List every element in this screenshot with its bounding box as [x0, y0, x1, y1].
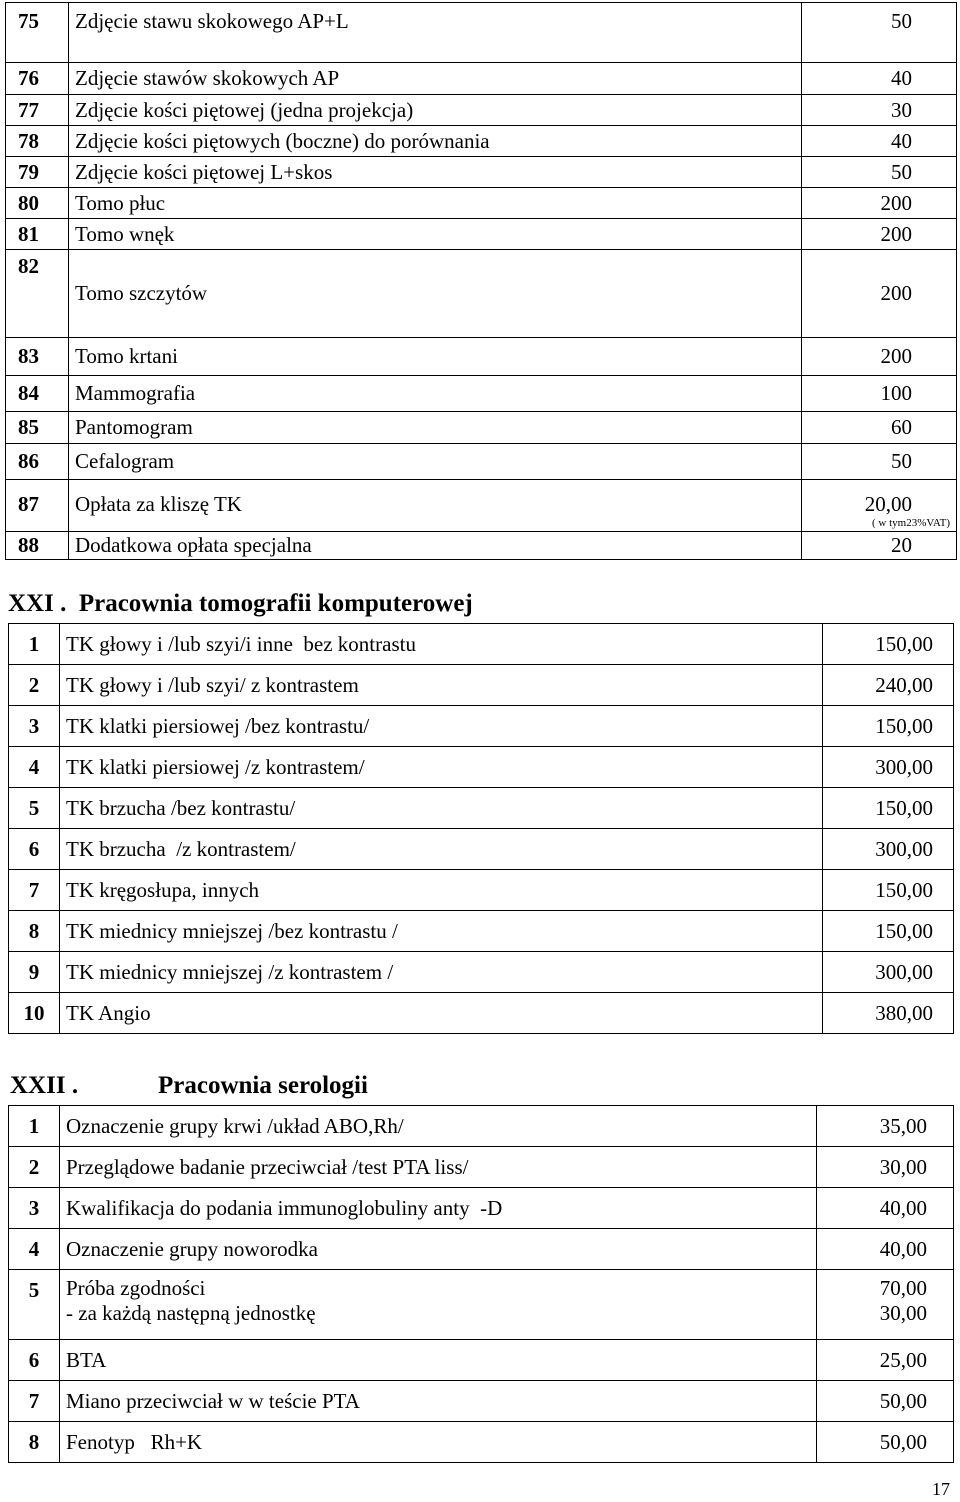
row-name: Kwalifikacja do podania immunoglobuliny anty -D	[60, 1188, 817, 1229]
row-name: Oznaczenie grupy noworodka	[60, 1229, 817, 1270]
row-name: Zdjęcie stawów skokowych AP	[69, 63, 802, 95]
table-row	[6, 480, 957, 532]
row-name: Fenotyp Rh+K	[60, 1422, 817, 1463]
row-number: 4	[9, 1229, 60, 1270]
table-row	[6, 157, 957, 188]
row-price: 300,00	[823, 952, 954, 993]
table-row	[9, 1422, 954, 1463]
row-number: 1	[9, 624, 60, 665]
row-name: Próba zgodności	[66, 1276, 206, 1300]
table-row	[6, 95, 957, 126]
row-name: Zdjęcie kości piętowej L+skos	[69, 157, 802, 188]
row-price: 150,00	[823, 870, 954, 911]
row-name: TK kręgosłupa, innych	[60, 870, 823, 911]
row-name: TK klatki piersiowej /z kontrastem/	[60, 747, 823, 788]
row-number: 78	[6, 126, 69, 157]
table-row	[6, 3, 957, 63]
row-price: 240,00	[823, 665, 954, 706]
table-row	[9, 829, 954, 870]
table-row	[6, 188, 957, 219]
row-number: 2	[9, 1147, 60, 1188]
table-row	[6, 219, 957, 250]
row-number: 8	[9, 1422, 60, 1463]
row-name: TK brzucha /z kontrastem/	[60, 829, 823, 870]
row-number: 81	[6, 219, 69, 250]
radiology-price-table	[5, 2, 957, 560]
row-number: 7	[9, 1381, 60, 1422]
row-price: 20	[802, 532, 957, 560]
section-heading-ct: XXI . Pracownia tomografii komputerowej	[8, 590, 473, 617]
row-number: 2	[9, 665, 60, 706]
row-number: 6	[9, 1340, 60, 1381]
row-name: Tomo krtani	[69, 338, 802, 376]
row-price-sub: 30,00	[879, 1301, 927, 1325]
row-price: 30	[802, 95, 957, 126]
row-number: 84	[6, 376, 69, 412]
table-row	[6, 412, 957, 444]
table-row	[6, 444, 957, 480]
row-price: 200	[802, 250, 957, 338]
section-heading-serology: Pracownia serologii	[158, 1072, 368, 1099]
row-name: Dodatkowa opłata specjalna	[69, 532, 802, 560]
row-number: 79	[6, 157, 69, 188]
row-number: 85	[6, 412, 69, 444]
row-name-sub: - za każdą następną jednostkę	[66, 1301, 316, 1325]
row-price: 70,00	[879, 1276, 927, 1300]
table-row	[6, 126, 957, 157]
row-number: 6	[9, 829, 60, 870]
row-price: 25,00	[817, 1340, 954, 1381]
table-row	[6, 376, 957, 412]
row-number: 10	[9, 993, 60, 1034]
table-row	[9, 1340, 954, 1381]
row-name: TK miednicy mniejszej /bez kontrastu /	[60, 911, 823, 952]
row-price: 30,00	[817, 1147, 954, 1188]
row-name: Oznaczenie grupy krwi /układ ABO,Rh/	[60, 1106, 817, 1147]
row-name: Tomo szczytów	[69, 250, 802, 338]
row-price: 50,00	[817, 1381, 954, 1422]
row-name: TK Angio	[60, 993, 823, 1034]
row-price: 50	[802, 157, 957, 188]
row-price: 150,00	[823, 706, 954, 747]
row-number: 75	[6, 3, 69, 63]
row-price: 50	[802, 3, 957, 63]
row-name: Opłata za kliszę TK	[69, 480, 802, 532]
row-number: 76	[6, 63, 69, 95]
table-row	[9, 870, 954, 911]
row-name: Pantomogram	[69, 412, 802, 444]
row-price: 150,00	[823, 911, 954, 952]
table-row	[9, 706, 954, 747]
row-price: 300,00	[823, 747, 954, 788]
row-price: 380,00	[823, 993, 954, 1034]
row-price: 200	[802, 338, 957, 376]
row-price: 40	[802, 126, 957, 157]
row-price: 200	[802, 188, 957, 219]
serology-price-table	[8, 1105, 954, 1463]
row-number: 3	[9, 1188, 60, 1229]
row-price: 50,00	[817, 1422, 954, 1463]
row-price: 40,00	[817, 1188, 954, 1229]
row-number: 7	[9, 870, 60, 911]
table-row	[6, 250, 957, 338]
row-name: Miano przeciwciał w w teście PTA	[60, 1381, 817, 1422]
row-number: 8	[9, 911, 60, 952]
row-name: Cefalogram	[69, 444, 802, 480]
row-name: Mammografia	[69, 376, 802, 412]
row-number: 5	[9, 788, 60, 829]
table-row	[9, 624, 954, 665]
row-name: Zdjęcie kości piętowej (jedna projekcja)	[69, 95, 802, 126]
table-row	[9, 1229, 954, 1270]
row-number: 5	[9, 1270, 60, 1340]
row-price: 35,00	[817, 1106, 954, 1147]
table-row	[9, 1147, 954, 1188]
table-row	[9, 747, 954, 788]
row-name: BTA	[60, 1340, 817, 1381]
row-name: Przeglądowe badanie przeciwciał /test PTA liss/	[60, 1147, 817, 1188]
row-price: 150,00	[823, 788, 954, 829]
vat-note: ( w tym23%VAT)	[871, 517, 950, 529]
row-number: 3	[9, 706, 60, 747]
table-row	[9, 665, 954, 706]
table-row	[9, 911, 954, 952]
row-price: 60	[802, 412, 957, 444]
table-row	[9, 1381, 954, 1422]
row-number: 1	[9, 1106, 60, 1147]
table-row	[9, 1270, 954, 1340]
table-row	[6, 63, 957, 95]
row-price: 200	[802, 219, 957, 250]
row-price: 150,00	[823, 624, 954, 665]
row-number: 9	[9, 952, 60, 993]
row-price: 40	[802, 63, 957, 95]
row-number: 88	[6, 532, 69, 560]
row-number: 83	[6, 338, 69, 376]
row-name: TK klatki piersiowej /bez kontrastu/	[60, 706, 823, 747]
table-row	[6, 338, 957, 376]
table-row	[9, 788, 954, 829]
row-number: 82	[6, 250, 69, 338]
row-number: 80	[6, 188, 69, 219]
row-name: TK głowy i /lub szyi/i inne bez kontrastu	[60, 624, 823, 665]
ct-price-table	[8, 623, 954, 1034]
row-number: 77	[6, 95, 69, 126]
table-row	[9, 993, 954, 1034]
section-number-serology: XXII .	[10, 1072, 79, 1099]
table-row	[9, 1188, 954, 1229]
table-row	[9, 1106, 954, 1147]
row-price: 300,00	[823, 829, 954, 870]
table-row	[9, 952, 954, 993]
row-name: TK miednicy mniejszej /z kontrastem /	[60, 952, 823, 993]
row-name: TK brzucha /bez kontrastu/	[60, 788, 823, 829]
row-price: 50	[802, 444, 957, 480]
page-number: 17	[932, 1479, 950, 1499]
row-number: 87	[6, 480, 69, 532]
row-name: Tomo wnęk	[69, 219, 802, 250]
row-price: 20,00	[864, 492, 912, 516]
row-name: TK głowy i /lub szyi/ z kontrastem	[60, 665, 823, 706]
row-number: 86	[6, 444, 69, 480]
table-row	[6, 532, 957, 560]
row-price: 40,00	[817, 1229, 954, 1270]
row-name: Zdjęcie kości piętowych (boczne) do porównania	[69, 126, 802, 157]
row-number: 4	[9, 747, 60, 788]
row-name: Tomo płuc	[69, 188, 802, 219]
row-price: 100	[802, 376, 957, 412]
row-name: Zdjęcie stawu skokowego AP+L	[69, 3, 802, 63]
